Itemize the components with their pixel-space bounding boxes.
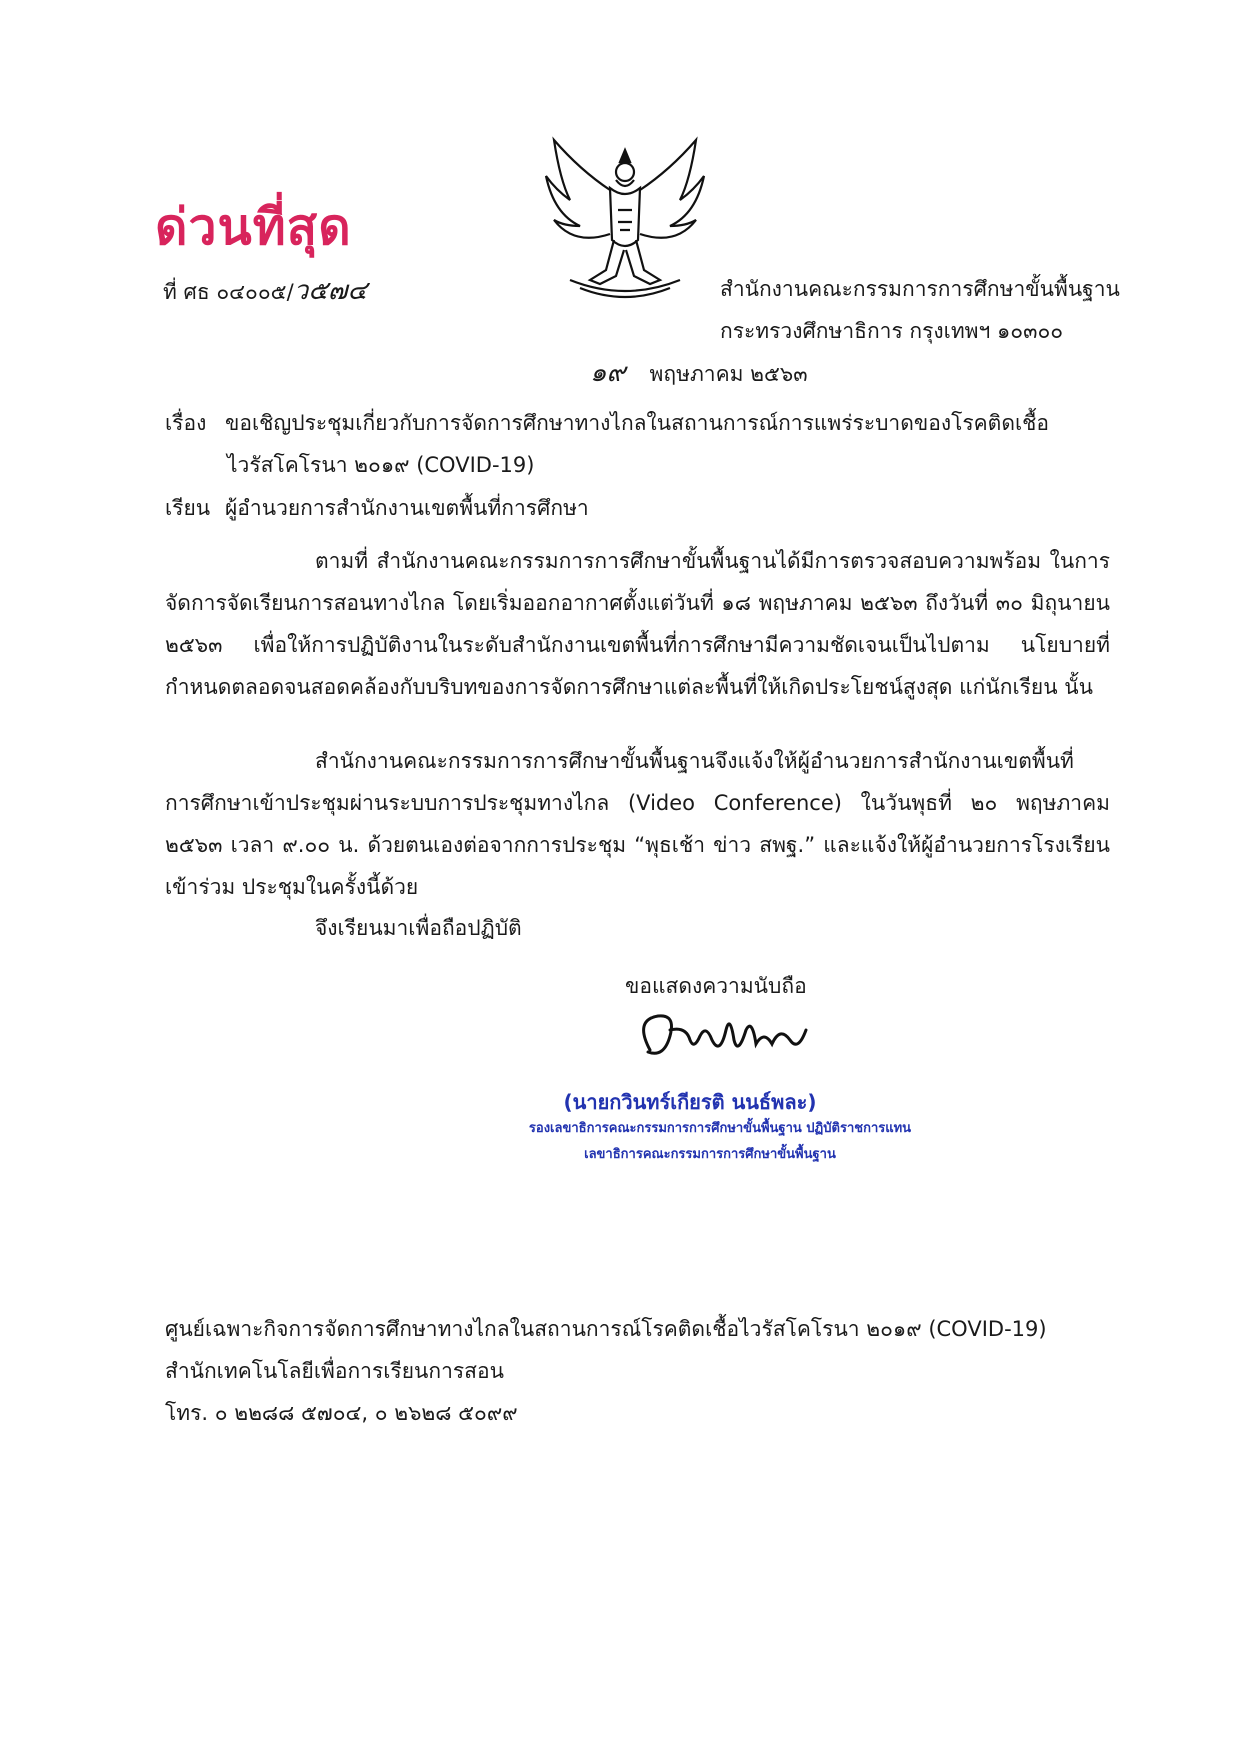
date-day-handwritten: ๑๙ <box>590 358 626 388</box>
signatory-name: (นายกวินทร์เกียรติ นนธ์พละ) <box>563 1090 817 1114</box>
signatory-title-2: เลขาธิการคณะกรรมการการศึกษาขั้นพื้นฐาน <box>584 1147 836 1162</box>
reference-handwritten: ว๕๗๔ <box>293 276 368 306</box>
handwritten-signature <box>630 1000 820 1075</box>
sender-line-1: สำนักงานคณะกรรมการการศึกษาขั้นพื้นฐาน <box>720 277 1120 301</box>
sender-address <box>720 268 1120 352</box>
body-paragraph-1 <box>165 540 1110 708</box>
subject <box>165 402 1125 486</box>
regards: ขอแสดงความนับถือ <box>625 974 807 998</box>
date-month-year: พฤษภาคม ๒๕๖๓ <box>649 362 808 386</box>
paragraph-1-text: ตามที่ สำนักงานคณะกรรมการการศึกษาขั้นพื้นฐานได้มีการตรวจสอบความพร้อม ในการจัดการจัดเรียนการสอนทางไกล โดยเริ่มออกอากาศตั้งแต่วันที่ ๑๘ พฤษภาคม ๒๕๖๓ ถึงวันที่ ๓๐ มิถุนายน ๒๕๖๓ เพื่อให้การปฏิบัติงานในระดับสำนักงานเขตพื้นที่การศึกษามีความชัดเจนเป็นไปตาม นโยบายที่กำหนดตลอดจนสอดคล้องกับบริบทของการจัดการศึกษาแต่ละพื้นที่ให้เกิดประโยชน์สูงสุด แก่นักเรียน นั้น <box>165 549 1110 699</box>
urgent-stamp: ด่วนที่สุด <box>155 197 352 256</box>
reference-number <box>163 270 367 311</box>
salutation-text: ผู้อำนวยการสำนักงานเขตพื้นที่การศึกษา <box>225 496 589 520</box>
reference-prefix: ที่ ศธ ๐๔๐๐๕/ <box>163 280 294 304</box>
subject-line-1: ขอเชิญประชุมเกี่ยวกับการจัดการศึกษาทางไกลในสถานการณ์การแพร่ระบาดของโรคติดเชื้อ <box>225 411 1050 435</box>
document-date <box>590 352 808 393</box>
footer-line-1: ศูนย์เฉพาะกิจการจัดการศึกษาทางไกลในสถานการณ์โรคติดเชื้อไวรัสโคโรนา ๒๐๑๙ (COVID-19) <box>165 1317 1047 1341</box>
paragraph-2-text: สำนักงานคณะกรรมการการศึกษาขั้นพื้นฐานจึงแจ้งให้ผู้อำนวยการสำนักงานเขตพื้นที่ การศึกษาเข้าประชุมผ่านระบบการประชุมทางไกล (Video Conference) ในวันพุธที่ ๒๐ พฤษภาคม ๒๕๖๓ เวลา ๙.๐๐ น. ด้วยตนเองต่อจากการประชุม “พุธเช้า ข่าว สพฐ.” และแจ้งให้ผู้อำนวยการโรงเรียนเข้าร่วม ประชุมในครั้งนี้ด้วย <box>165 749 1110 899</box>
body-paragraph-2 <box>165 740 1110 908</box>
sender-line-2: กระทรวงศึกษาธิการ กรุงเทพฯ ๑๐๓๐๐ <box>720 319 1064 343</box>
footer-phone: โทร. ๐ ๒๒๘๘ ๕๗๐๔, ๐ ๒๖๒๘ ๕๐๙๙ <box>165 1401 518 1425</box>
signatory-title-1: รองเลขาธิการคณะกรรมการการศึกษาขั้นพื้นฐาน ปฏิบัติราชการแทน <box>528 1121 912 1136</box>
subject-line-2: ไวรัสโคโรนา ๒๐๑๙ (COVID-19) <box>227 453 535 477</box>
salutation-label: เรียน <box>165 496 211 520</box>
salutation <box>165 492 589 525</box>
subject-label: เรื่อง <box>165 411 207 435</box>
garuda-emblem-icon <box>540 130 710 310</box>
closing-line: จึงเรียนมาเพื่อถือปฏิบัติ <box>315 916 522 940</box>
footer-line-2: สำนักเทคโนโลยีเพื่อการเรียนการสอน <box>165 1359 504 1383</box>
footer-contact <box>165 1308 1047 1434</box>
